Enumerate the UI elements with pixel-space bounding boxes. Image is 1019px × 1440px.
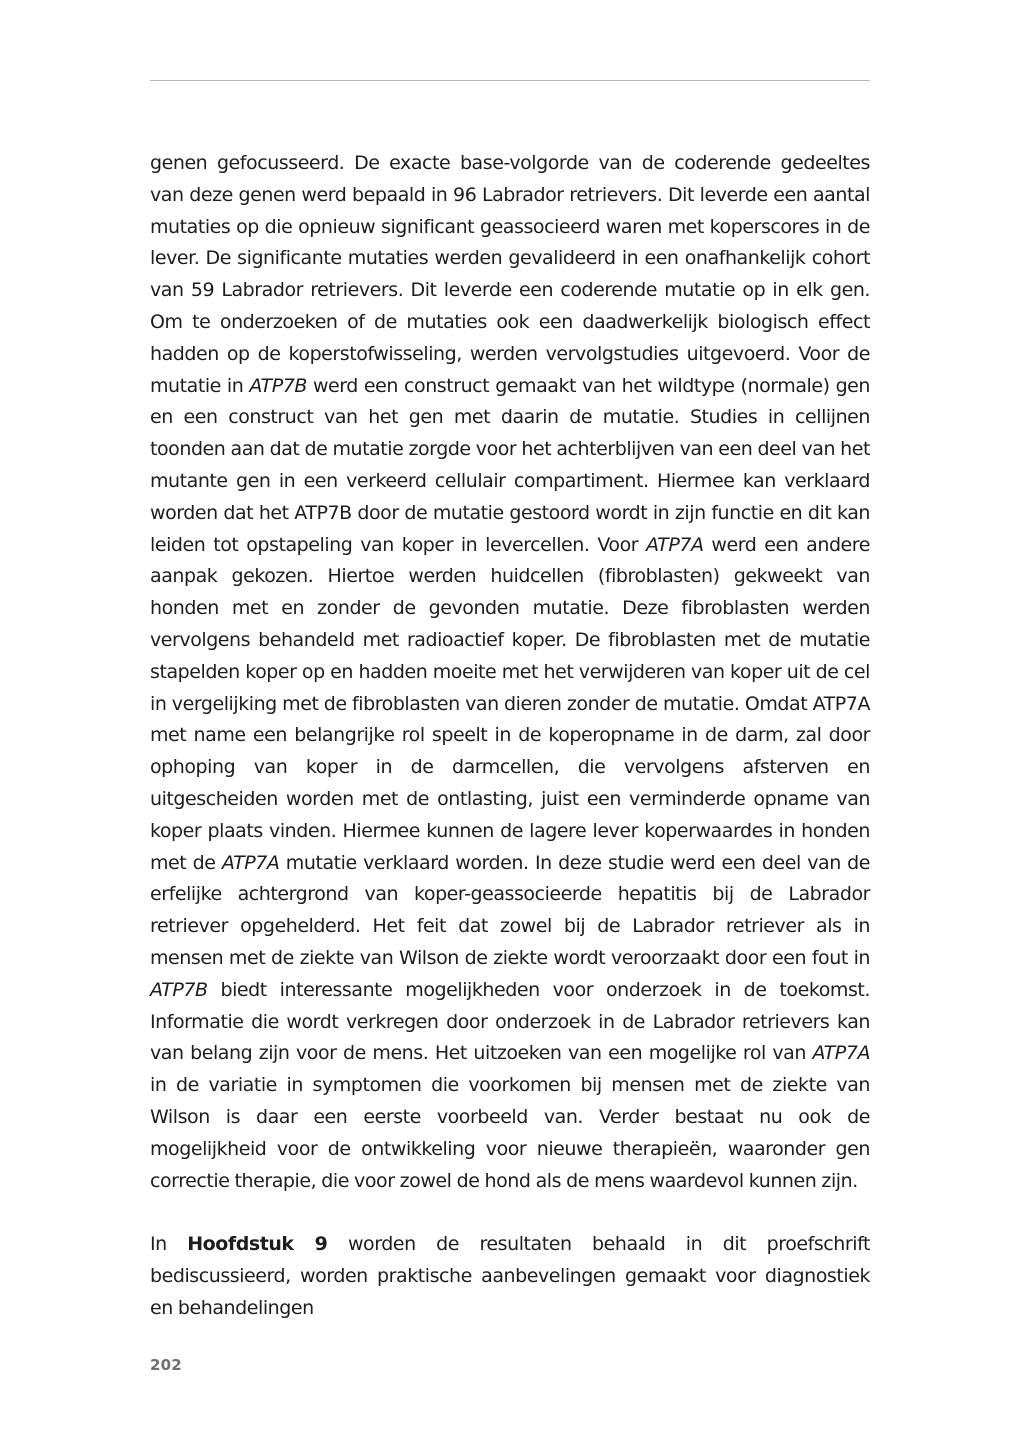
gene-name-atp7a: ATP7A <box>812 1042 870 1065</box>
paragraph-2-text-1: In <box>150 1233 188 1256</box>
gene-name-atp7b: ATP7B <box>150 978 208 1001</box>
paragraph-1-text-5: biedt interessante mogelijkheden voor onderzoek in de toekomst. Informatie die wordt verkregen door onderzoek in de Labrador retrievers kan van belang zijn voor de mens. Het uitzoeken van een mogelijke rol van <box>150 978 870 1065</box>
page-number: 202 <box>150 1356 182 1374</box>
paragraph-1-text-1: genen gefocusseerd. De exacte base-volgorde van de coderende gedeeltes van deze genen werd bepaald in 96 Labrador retrievers. Dit leverde een aantal mutaties op die opnieuw significant geassocieerd waren met koperscores in de lever. De significante mutaties werden gevalideerd in een onafhankelijk cohort van 59 Labrador retrievers. Dit leverde een coderende mutatie op in elk gen. Om te onderzoeken of de mutaties ook een daadwerkelijk biologisch effect hadden op de koperstofwisseling, werden vervolgstudies uitgevoerd. Voor de mutatie in <box>150 152 870 397</box>
gene-name-atp7a: ATP7A <box>221 851 280 874</box>
paragraph-2-text-2: worden de resultaten behaald in dit proefschrift bediscussieerd, worden praktische aanbevelingen gemaakt voor diagnostiek en behandelingen <box>150 1233 870 1319</box>
paragraph-1-text-4: mutatie verklaard worden. In deze studie werd een deel van de erfelijke achtergrond van koper-geassocieerde hepatitis bij de Labrador retriever opgehelderd. Het feit dat zowel bij de Labrador retriever als in mensen met de ziekte van Wilson de ziekte wordt veroorzaakt door een fout in <box>150 851 871 969</box>
body-text <box>150 148 870 1325</box>
paragraph-1 <box>150 148 870 1197</box>
header-rule <box>150 80 870 81</box>
gene-name-atp7a: ATP7A <box>646 533 704 556</box>
paragraph-1-text-2: werd een construct gemaakt van het wildtype (normale) gen en een construct van het gen met daarin de mutatie. Studies in cellijnen toonden aan dat de mutatie zorgde voor het achterblijven van een deel van het mutante gen in een verkeerd cellulair compartiment. Hiermee kan verklaard worden dat het ATP7B door de mutatie gestoord wordt in zijn functie en dit kan leiden tot opstapeling van koper in levercellen. Voor <box>150 374 871 556</box>
paragraph-1-text-6: in de variatie in symptomen die voorkomen bij mensen met de ziekte van Wilson is daar een eerste voorbeeld van. Verder bestaat nu ook de mogelijkheid voor de ontwikkeling voor nieuwe therapieën, waaronder gen correctie therapie, die voor zowel de hond als de mens waardevol kunnen zijn. <box>150 1074 870 1192</box>
chapter-reference: Hoofdstuk 9 <box>187 1233 328 1256</box>
paragraph-1-text-3: werd een andere aanpak gekozen. Hiertoe werden huidcellen (fibroblasten) gekweekt van honden met en zonder de gevonden mutatie. Deze fibroblasten werden vervolgens behandeld met radioactief koper. De fibroblasten met de mutatie stapelden koper op en hadden moeite met het verwijderen van koper uit de cel in vergelijking met de fibroblasten van dieren zonder de mutatie. Omdat ATP7A met name een belangrijke rol speelt in de koperopname in de darm, zal door ophoping van koper in de darmcellen, die vervolgens afsterven en uitgescheiden worden met de ontlasting, juist een verminderde opname van koper plaats vinden. Hiermee kunnen de lagere lever koperwaardes in honden met de <box>150 533 870 874</box>
paragraph-2 <box>150 1229 870 1324</box>
gene-name-atp7b: ATP7B <box>249 374 307 397</box>
